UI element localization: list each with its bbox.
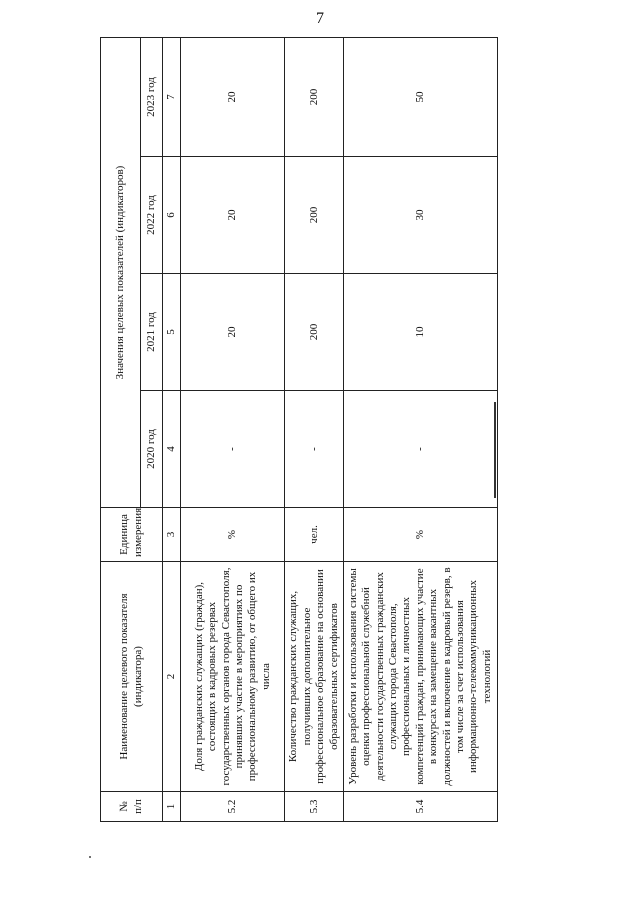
header-unit: Единица измерения xyxy=(101,508,163,562)
value-cell: 200 xyxy=(285,38,344,157)
value-cell: 20 xyxy=(181,38,285,157)
rotated-table-container xyxy=(100,38,492,822)
value-cell: 200 xyxy=(285,274,344,391)
value-cell: - xyxy=(285,391,344,508)
column-number: 3 xyxy=(163,508,181,562)
value-cell: 200 xyxy=(285,157,344,274)
table-row xyxy=(181,38,285,822)
table-row xyxy=(344,38,498,822)
page-number: 7 xyxy=(316,10,324,27)
table-row xyxy=(285,38,344,822)
column-number: 2 xyxy=(163,562,181,792)
row-number: 5.3 xyxy=(285,792,344,822)
value-cell: 20 xyxy=(181,274,285,391)
header-year-2021: 2021 год xyxy=(141,274,163,391)
column-number: 6 xyxy=(163,157,181,274)
header-no: № п/п xyxy=(101,792,163,822)
column-number: 7 xyxy=(163,38,181,157)
unit-cell: % xyxy=(181,508,285,562)
value-cell: 50 xyxy=(344,38,498,157)
value-cell: 10 xyxy=(344,274,498,391)
value-cell: 30 xyxy=(344,157,498,274)
row-number: 5.2 xyxy=(181,792,285,822)
column-number: 4 xyxy=(163,391,181,508)
indicator-name: Доля гражданских служащих (граждан), состоящих в кадровых резервах государственных органов города Севастополя, принявших участие в мероприятиях по профессиональному развитию, от общего их числа xyxy=(181,562,285,792)
indicator-table xyxy=(100,37,498,822)
value-cell: - xyxy=(344,391,498,508)
column-numbers-row xyxy=(163,38,181,822)
column-number: 1 xyxy=(163,792,181,822)
row-number: 5.4 xyxy=(344,792,498,822)
header-year-2020: 2020 год xyxy=(141,391,163,508)
indicator-name: Уровень разработки и использования системы оценки профессиональной служебной деятельности государственных гражданских служащих города Севастополя, профессиональных и личностных компетенций граждан, принимающих участие в конкурсах на замещение вакантных должностей и включение в кадровый резерв, в том числе за счет использования информационно-телекоммуникационных технологий xyxy=(344,562,498,792)
scan-speck xyxy=(89,856,91,858)
value-cell: - xyxy=(181,391,285,508)
header-year-2022: 2022 год xyxy=(141,157,163,274)
unit-cell: чел. xyxy=(285,508,344,562)
column-number: 5 xyxy=(163,274,181,391)
header-year-2023: 2023 год xyxy=(141,38,163,157)
unit-cell: % xyxy=(344,508,498,562)
header-values-group: Значения целевых показателей (индикаторов) xyxy=(101,38,141,508)
header-name: Наименование целевого показателя (индикатора) xyxy=(101,562,163,792)
value-cell: 20 xyxy=(181,157,285,274)
indicator-name: Количество гражданских служащих, получивших дополнительное профессиональное образование на основании образовательных сертификатов xyxy=(285,562,344,792)
